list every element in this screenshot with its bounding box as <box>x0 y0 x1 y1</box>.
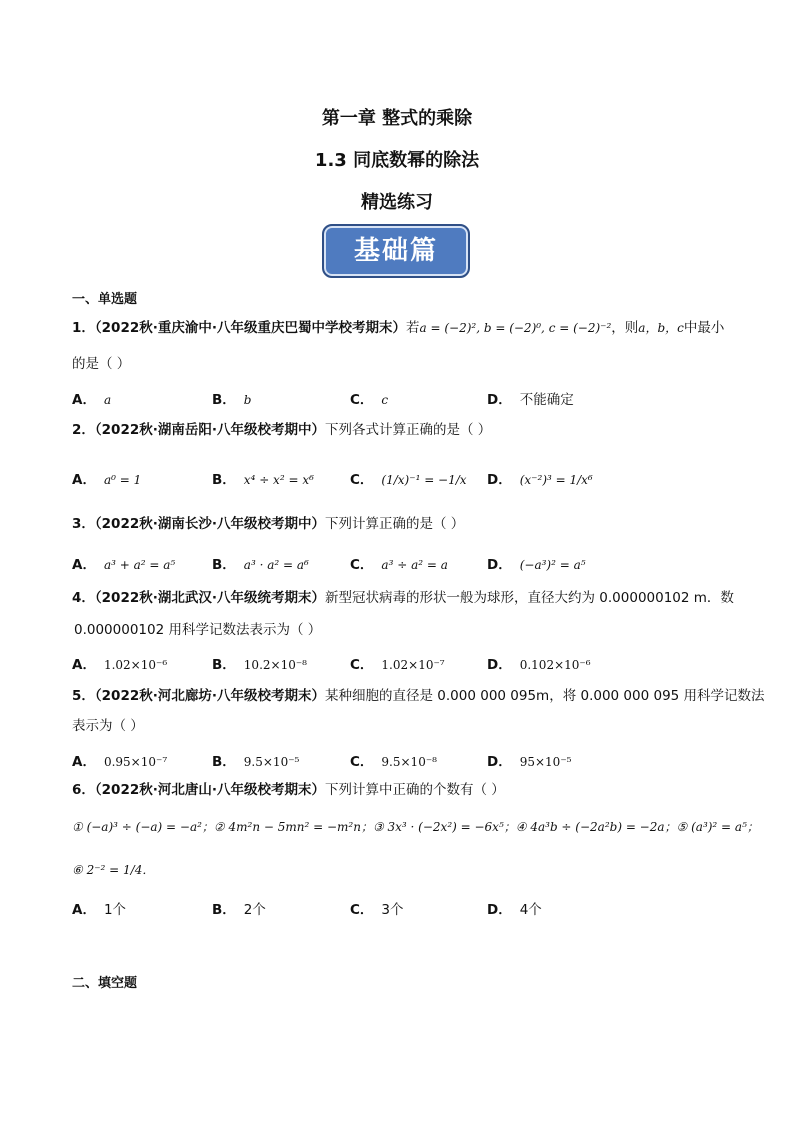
question-5-continued: 表示为（ ） <box>72 718 144 734</box>
q5-option-a[interactable]: A． 0.95×10⁻⁷ <box>72 754 168 770</box>
q5-text: 某种细胞的直径是 0.000 000 095m，将 0.000 000 095 用科学记数法 <box>325 688 765 704</box>
question-6 <box>72 780 505 800</box>
q2-option-c[interactable]: C． (1/x)⁻¹ = −1/x <box>350 472 467 488</box>
q6-text: 下列计算中正确的个数有（ ） <box>325 782 505 798</box>
q4-source: （2022秋·湖北武汉·八年级统考期末） <box>94 590 325 606</box>
question-5 <box>72 686 765 706</box>
q1-option-b[interactable]: B． b <box>212 392 252 408</box>
question-4 <box>72 588 734 608</box>
q1-text-c: 中最小 <box>683 320 725 336</box>
q4-number: 4． <box>72 590 95 606</box>
q2-number: 2． <box>72 422 95 438</box>
q2-option-b[interactable]: B． x⁴ ÷ x² = x⁶ <box>212 472 314 488</box>
q6-option-a[interactable]: A． 1个 <box>72 902 127 918</box>
q4-option-c[interactable]: C． 1.02×10⁻⁷ <box>350 657 445 673</box>
q1-source: （2022秋·重庆渝中·八年级重庆巴蜀中学校考期末） <box>94 320 406 336</box>
question-2 <box>72 420 491 440</box>
q2-option-a[interactable]: A． a⁰ = 1 <box>72 472 142 488</box>
section-title: 1.3 同底数幂的除法 <box>314 150 480 171</box>
q5-number: 5． <box>72 688 95 704</box>
page-subtitle: 精选练习 <box>361 192 433 213</box>
q1-option-d[interactable]: D． 不能确定 <box>487 392 574 408</box>
q5-option-b[interactable]: B． 9.5×10⁻⁵ <box>212 754 300 770</box>
chapter-title: 第一章 整式的乘除 <box>321 108 473 129</box>
q6-statements-line-1 <box>72 817 759 837</box>
q4-option-a[interactable]: A． 1.02×10⁻⁶ <box>72 657 168 673</box>
q1-number: 1． <box>72 320 95 336</box>
q1-text-a: 若 <box>406 320 420 336</box>
q3-number: 3． <box>72 516 95 532</box>
question-4-continued: 0.000000102 用科学记数法表示为（ ） <box>74 622 322 638</box>
q2-source: （2022秋·湖南岳阳·八年级校考期中） <box>94 422 325 438</box>
q6-statement-5: ⑤ (a³)² = a⁵； <box>676 820 759 834</box>
q6-option-b[interactable]: B． 2个 <box>212 902 266 918</box>
q3-option-a[interactable]: A． a³ + a² = a⁵ <box>72 557 176 573</box>
q2-option-d[interactable]: D． (x⁻²)³ = 1/x⁶ <box>487 472 593 488</box>
q6-statement-4: ④ 4a³b ÷ (−2a²b) = −2a； <box>515 820 677 834</box>
q6-option-c[interactable]: C． 3个 <box>350 902 404 918</box>
q3-source: （2022秋·湖南长沙·八年级校考期中） <box>94 516 325 532</box>
q6-statement-6: ⑥ 2⁻² = 1/4． <box>72 863 155 877</box>
question-1-continued: 的是（ ） <box>72 356 131 372</box>
q1-text-b: ，则 <box>611 320 639 336</box>
q5-option-d[interactable]: D． 95×10⁻⁵ <box>487 754 572 770</box>
q4-option-d[interactable]: D． 0.102×10⁻⁶ <box>487 657 591 673</box>
question-3 <box>72 514 464 534</box>
q3-text: 下列计算正确的是（ ） <box>325 516 465 532</box>
section-heading-fill-in: 二、填空题 <box>72 976 138 991</box>
question-1 <box>72 318 724 338</box>
q1-expression: a = (−2)², b = (−2)⁰, c = (−2)⁻² <box>419 321 612 335</box>
q6-statements-line-2 <box>72 860 154 880</box>
level-badge: 基础篇 <box>322 224 470 278</box>
q6-option-d[interactable]: D． 4个 <box>487 902 542 918</box>
q5-source: （2022秋·河北廊坊·八年级校考期末） <box>94 688 325 704</box>
q5-option-c[interactable]: C． 9.5×10⁻⁸ <box>350 754 437 770</box>
q3-option-b[interactable]: B． a³ · a² = a⁶ <box>212 557 309 573</box>
q1-vars: a，b，c <box>638 321 684 335</box>
q1-option-a[interactable]: A． a <box>72 392 112 408</box>
q6-statement-1: ① (−a)³ ÷ (−a) = −a²； <box>72 820 214 834</box>
q6-statement-2: ② 4m²n − 5mn² = −m²n； <box>213 820 373 834</box>
q1-option-c[interactable]: C． c <box>350 392 389 408</box>
q2-text: 下列各式计算正确的是（ ） <box>325 422 492 438</box>
q4-text: 新型冠状病毒的形状一般为球形，直径大约为 0.000000102 m．数 <box>325 590 734 606</box>
section-heading-single-choice: 一、单选题 <box>72 292 138 307</box>
q6-source: （2022秋·河北唐山·八年级校考期末） <box>94 782 325 798</box>
q3-option-c[interactable]: C． a³ ÷ a² = a <box>350 557 448 573</box>
q3-option-d[interactable]: D． (−a³)² = a⁵ <box>487 557 586 573</box>
q6-statement-3: ③ 3x³ · (−2x²) = −6x⁵； <box>372 820 516 834</box>
q6-number: 6． <box>72 782 95 798</box>
q4-option-b[interactable]: B． 10.2×10⁻⁸ <box>212 657 307 673</box>
